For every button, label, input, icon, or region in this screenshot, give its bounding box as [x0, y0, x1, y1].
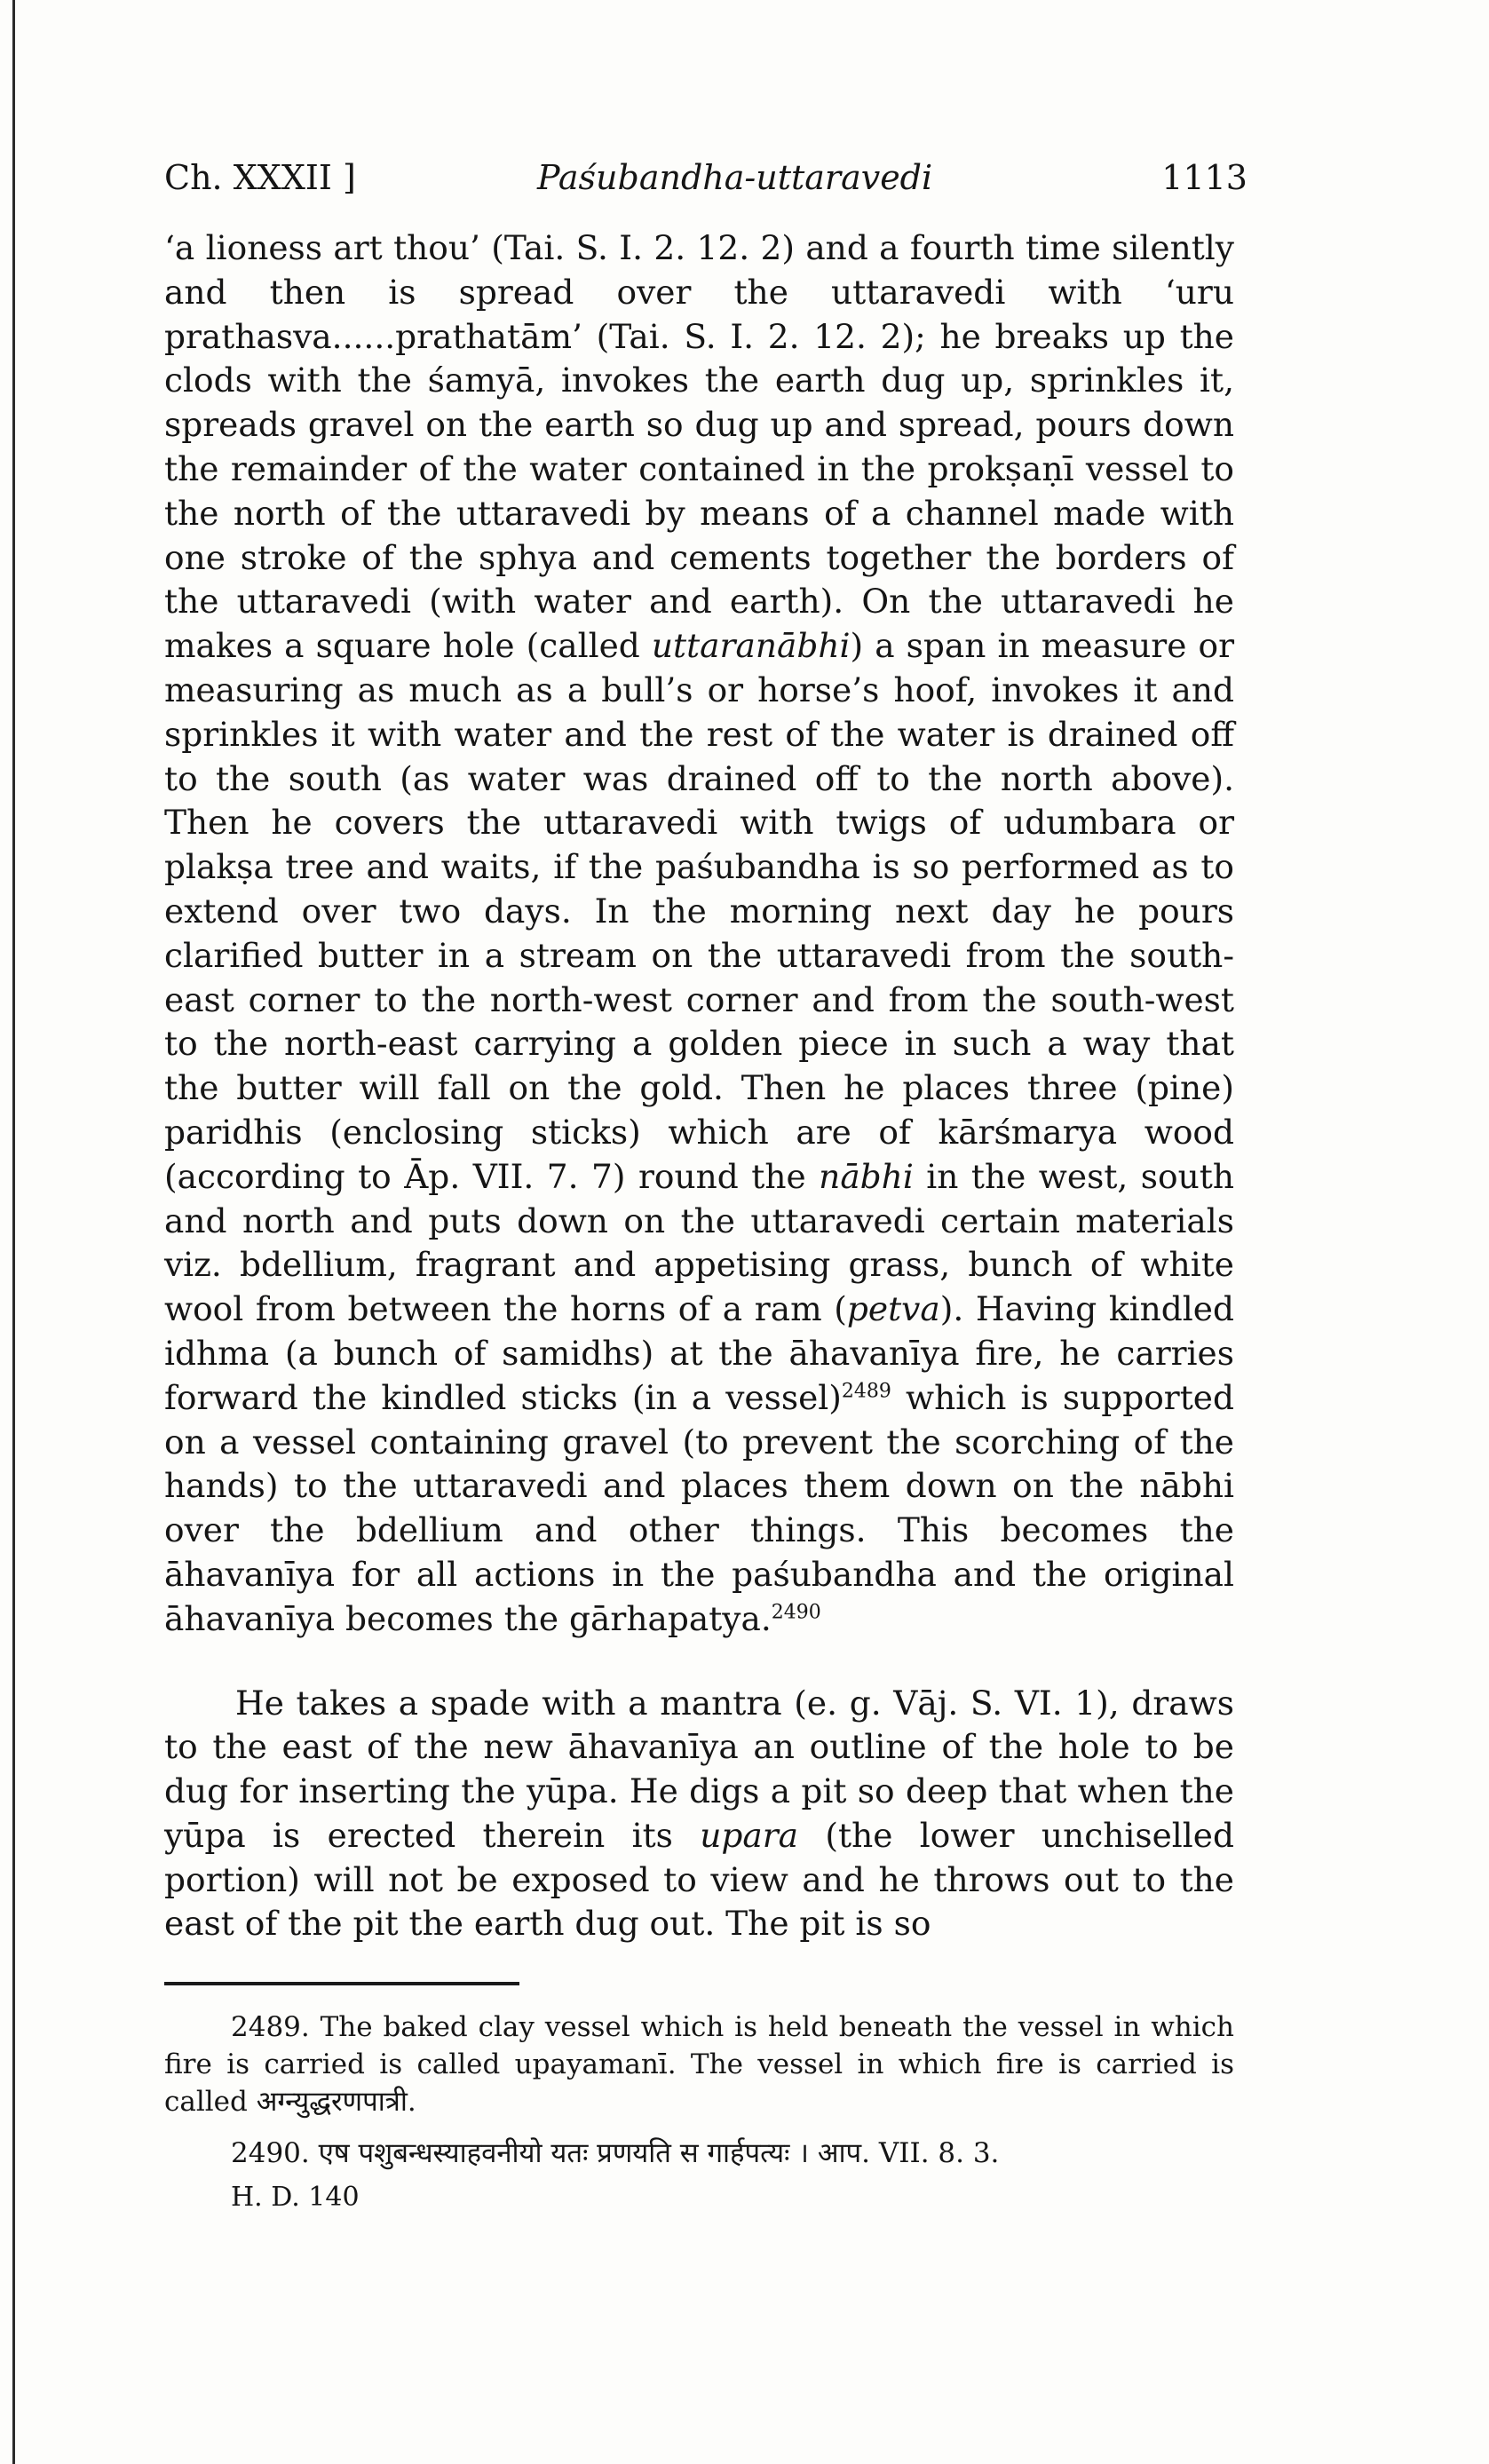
- paragraph-2: [164, 1682, 1234, 1947]
- paragraph-2-text-a: He takes a spade with a mantra (e. g. Vāj. S. VI. 1), draws to the east of the new āhavanīya an outline of the hole to be dug for inserting the yūpa. He digs a pit so deep that when the yūpa is erected therein its: [164, 1683, 1234, 1855]
- paragraph-1-text-a: ‘a lioness art thou’ (Tai. S. I. 2. 12. 2) and a fourth time silently and then is spread over the uttaravedi with ‘uru prathasva......prathatām’ (Tai. S. I. 2. 12. 2); he breaks up the clods with the śamyā, invokes the earth dug up, sprinkles it, spreads gravel on the earth so dug up and spread, pours down the remainder of the water contained in the prokṣaṇī vessel to the north of the uttaravedi by means of a channel made with one stroke of the sphya and cements together the borders of the uttaravedi (with water and earth). On the uttaravedi he makes a square hole (called: [164, 228, 1234, 666]
- footnotes: [164, 2008, 1234, 2216]
- page-title: Paśubandha-uttaravedi: [537, 158, 933, 197]
- main-text: [164, 226, 1234, 1946]
- paragraph-1-text-d: ). Having kindled idhma (a bunch of samidhs) at the āhavanīya fire, he carries forward the kindled sticks (in a vessel): [164, 1289, 1234, 1417]
- paragraph-1-text-e: which is supported on a vessel containing gravel (to prevent the scorching of the hands) to the uttaravedi and places them down on the nābhi over the bdellium and other things. This becomes the āhavanīya for all actions in the paśubandha and the original āhavanīya becomes the gārhapatya.: [164, 1377, 1234, 1638]
- page-number: 1113: [1161, 158, 1247, 197]
- footnote-ref-2490[interactable]: 2490: [771, 1601, 821, 1624]
- paragraph-1-text-b: ) a span in measure or measuring as much as a bull’s or horse’s hoof, invokes it and sprinkles it with water and the rest of the water is drained off to the south (as water was drained off to the north above). Then he covers the uttaravedi with twigs of udumbara or plakṣa tree and waits, if the paśubandha is so performed as to extend over two days. In the morning next day he pours clarified butter in a stream on the uttaravedi from the south-east corner to the north-west corner and from the south-west to the north-east carrying a golden piece in such a way that the butter will fall on the gold. Then he places three (pine) paridhis (enclosing sticks) which are of kārśmarya wood (according to Āp. VII. 7. 7) round the: [164, 626, 1234, 1196]
- page-edge-line: [12, 0, 15, 2464]
- footnote-ref-2489[interactable]: 2489: [841, 1380, 891, 1403]
- footnote-divider: [164, 1982, 519, 1985]
- running-header: [164, 151, 1247, 204]
- paragraph-2-text-b: (the lower unchiselled portion) will not be exposed to view and he throws out to the east of the pit the earth dug out. The pit is so: [164, 1815, 1234, 1944]
- term-nabhi: nābhi: [819, 1156, 914, 1196]
- paragraph-1-text-c: in the west, south and north and puts down on the uttaravedi certain materials viz. bdellium, fragrant and appetising grass, bunch of white wool from between the horns of a ram (: [164, 1156, 1234, 1329]
- chapter-label: Ch. XXXII ]: [164, 158, 356, 197]
- footnote-2489: 2489. The baked clay vessel which is held beneath the vessel in which fire is carried is called upayamanī. The vessel in which fire is carried is called अग्न्युद्धरणपात्री.: [164, 2011, 1234, 2118]
- term-petva: petva: [846, 1289, 940, 1329]
- signature-mark: H. D. 140: [231, 2182, 360, 2213]
- footnote-2490: 2490. एष पशुबन्धस्याहवनीयो यतः प्रणयति स गार्हपत्यः । आप. VII. 8. 3.: [231, 2137, 1000, 2169]
- term-upara: upara: [700, 1815, 799, 1855]
- term-uttaranabhi: uttaranābhi: [651, 626, 851, 666]
- paragraph-1: [164, 226, 1234, 1642]
